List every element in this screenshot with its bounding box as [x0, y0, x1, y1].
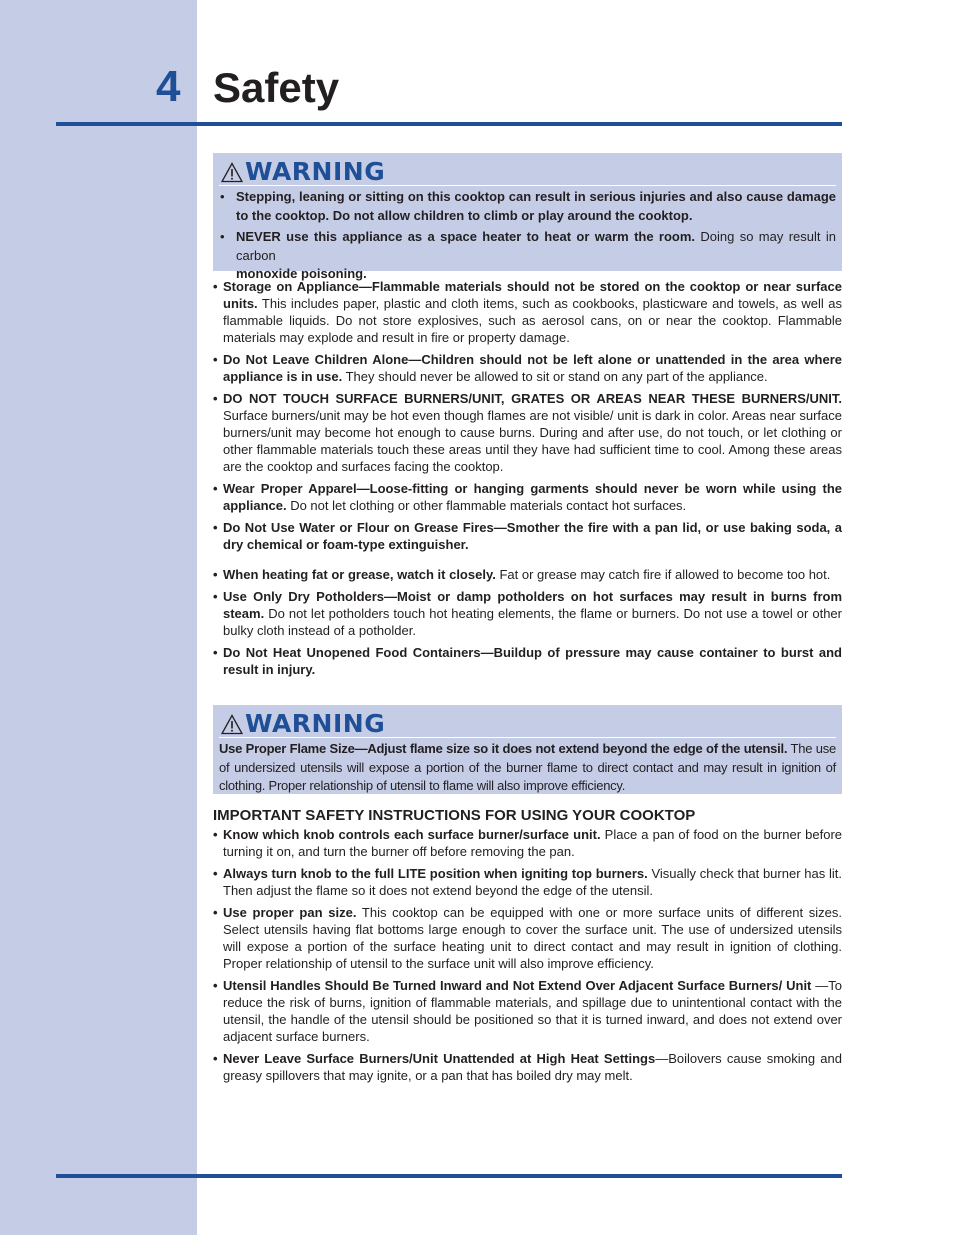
- list-item: • Always turn knob to the full LITE position when igniting top burners. Visually check that burner has lit. Then adjust the flame so it does not extend beyond the edge of the utensil.: [213, 865, 842, 899]
- footer-rule: [56, 1174, 842, 1178]
- instructions-section: [213, 807, 842, 1084]
- list-item: • Do Not Heat Unopened Food Containers—Buildup of pressure may cause container to burst and result in injury.: [213, 644, 842, 678]
- header-rule: [56, 122, 842, 126]
- page-number: 4: [156, 62, 181, 111]
- list-item: • When heating fat or grease, watch it closely. Fat or grease may catch fire if allowed to become too hot.: [213, 566, 842, 583]
- warning-heading: [219, 711, 836, 738]
- warning-label: WARNING: [245, 709, 386, 738]
- list-item: • Wear Proper Apparel—Loose-fitting or hanging garments should never be worn while using the appliance. Do not let clothing or other flammable materials contact hot surfaces.: [213, 480, 842, 514]
- page-title: Safety: [213, 64, 340, 111]
- list-item: • Never Leave Surface Burners/Unit Unattended at High Heat Settings—Boilovers cause smoking and greasy spillovers that may ignite, or a pan that has boiled dry may melt.: [213, 1050, 842, 1084]
- list-item: • Use Only Dry Potholders—Moist or damp potholders on hot surfaces may result in burns from steam. Do not let potholders touch hot heating elements, the flame or burners. Do not use a towel or other bulky cloth instead of a potholder.: [213, 588, 842, 639]
- list-item: • Do Not Leave Children Alone—Children should not be left alone or unattended in the area where appliance is in use. They should never be allowed to sit or stand on any part of the appliance.: [213, 351, 842, 385]
- list-item: • Use proper pan size. This cooktop can be equipped with one or more surface units of different sizes. Select utensils having flat bottoms large enough to cover the surface unit. The use of undersized utensils will expose a portion of the surface heating unit to direct contact and may result in ignition of clothing. Proper relationship of utensil to the surface unit will also improve efficiency.: [213, 904, 842, 972]
- warning-item: • NEVER use this appliance as a space heater to heat or warm the room. Doing so may result in carbon monoxide poisoning.: [219, 228, 836, 284]
- warning-item: • Stepping, leaning or sitting on this cooktop can result in serious injuries and also cause damage to the cooktop. Do not allow children to climb or play around the cooktop.: [219, 188, 836, 225]
- warning-heading: [219, 159, 836, 186]
- list-item: • Utensil Handles Should Be Turned Inward and Not Extend Over Adjacent Surface Burners/ Unit —To reduce the risk of burns, ignition of flammable materials, and spillage due to unintentional contact with the utensil, the handle of the utensil should be positioned so that it is turned inward, and does not extend over adjacent surface burners.: [213, 977, 842, 1045]
- warning-box-1: [213, 153, 842, 281]
- list-item: • Do Not Use Water or Flour on Grease Fires—Smother the fire with a pan lid, or use baking soda, a dry chemical or foam-type extinguisher.: [213, 519, 842, 553]
- warning-triangle-icon: [221, 714, 243, 735]
- left-sidebar-band: [0, 0, 197, 1235]
- list-item: • Storage on Appliance—Flammable materials should not be stored on the cooktop or near surface units. This includes paper, plastic and cloth items, such as cookbooks, plasticware and towels, as well as flammable liquids. Do not store explosives, such as aerosol cans, on or near the cooktop. Flammable materials may explode and result in fire or property damage.: [213, 278, 842, 346]
- warning-label: WARNING: [245, 157, 386, 186]
- list-item: • Know which knob controls each surface burner/surface unit. Place a pan of food on the burner before turning it on, and turn the burner off before removing the pan.: [213, 826, 842, 860]
- safety-list-2: [213, 566, 842, 678]
- warning-triangle-icon: [221, 162, 243, 183]
- warning-list: [219, 188, 836, 284]
- list-item: • DO NOT TOUCH SURFACE BURNERS/UNIT, GRATES OR AREAS NEAR THESE BURNERS/UNIT. Surface burners/unit may be hot even though flames are not visible/ unit is dark in color. Areas near surface burners/unit may become hot enough to cause burns. During and after use, do not touch, or let clothing or other flammable materials touch these areas until they have had sufficient time to cool. Among these areas are the cooktop and surfaces facing the cooktop.: [213, 390, 842, 475]
- warning-box-2: [213, 705, 842, 794]
- section-heading: IMPORTANT SAFETY INSTRUCTIONS FOR USING YOUR COOKTOP: [213, 807, 696, 824]
- safety-list-1: [213, 278, 842, 553]
- warning-text: Use Proper Flame Size—Adjust flame size so it does not extend beyond the edge of the utensil. The use of undersized utensils will expose a portion of the burner flame to direct contact and may result in ignition of clothing. Proper relationship of utensil to flame will also improve efficiency.: [219, 741, 836, 793]
